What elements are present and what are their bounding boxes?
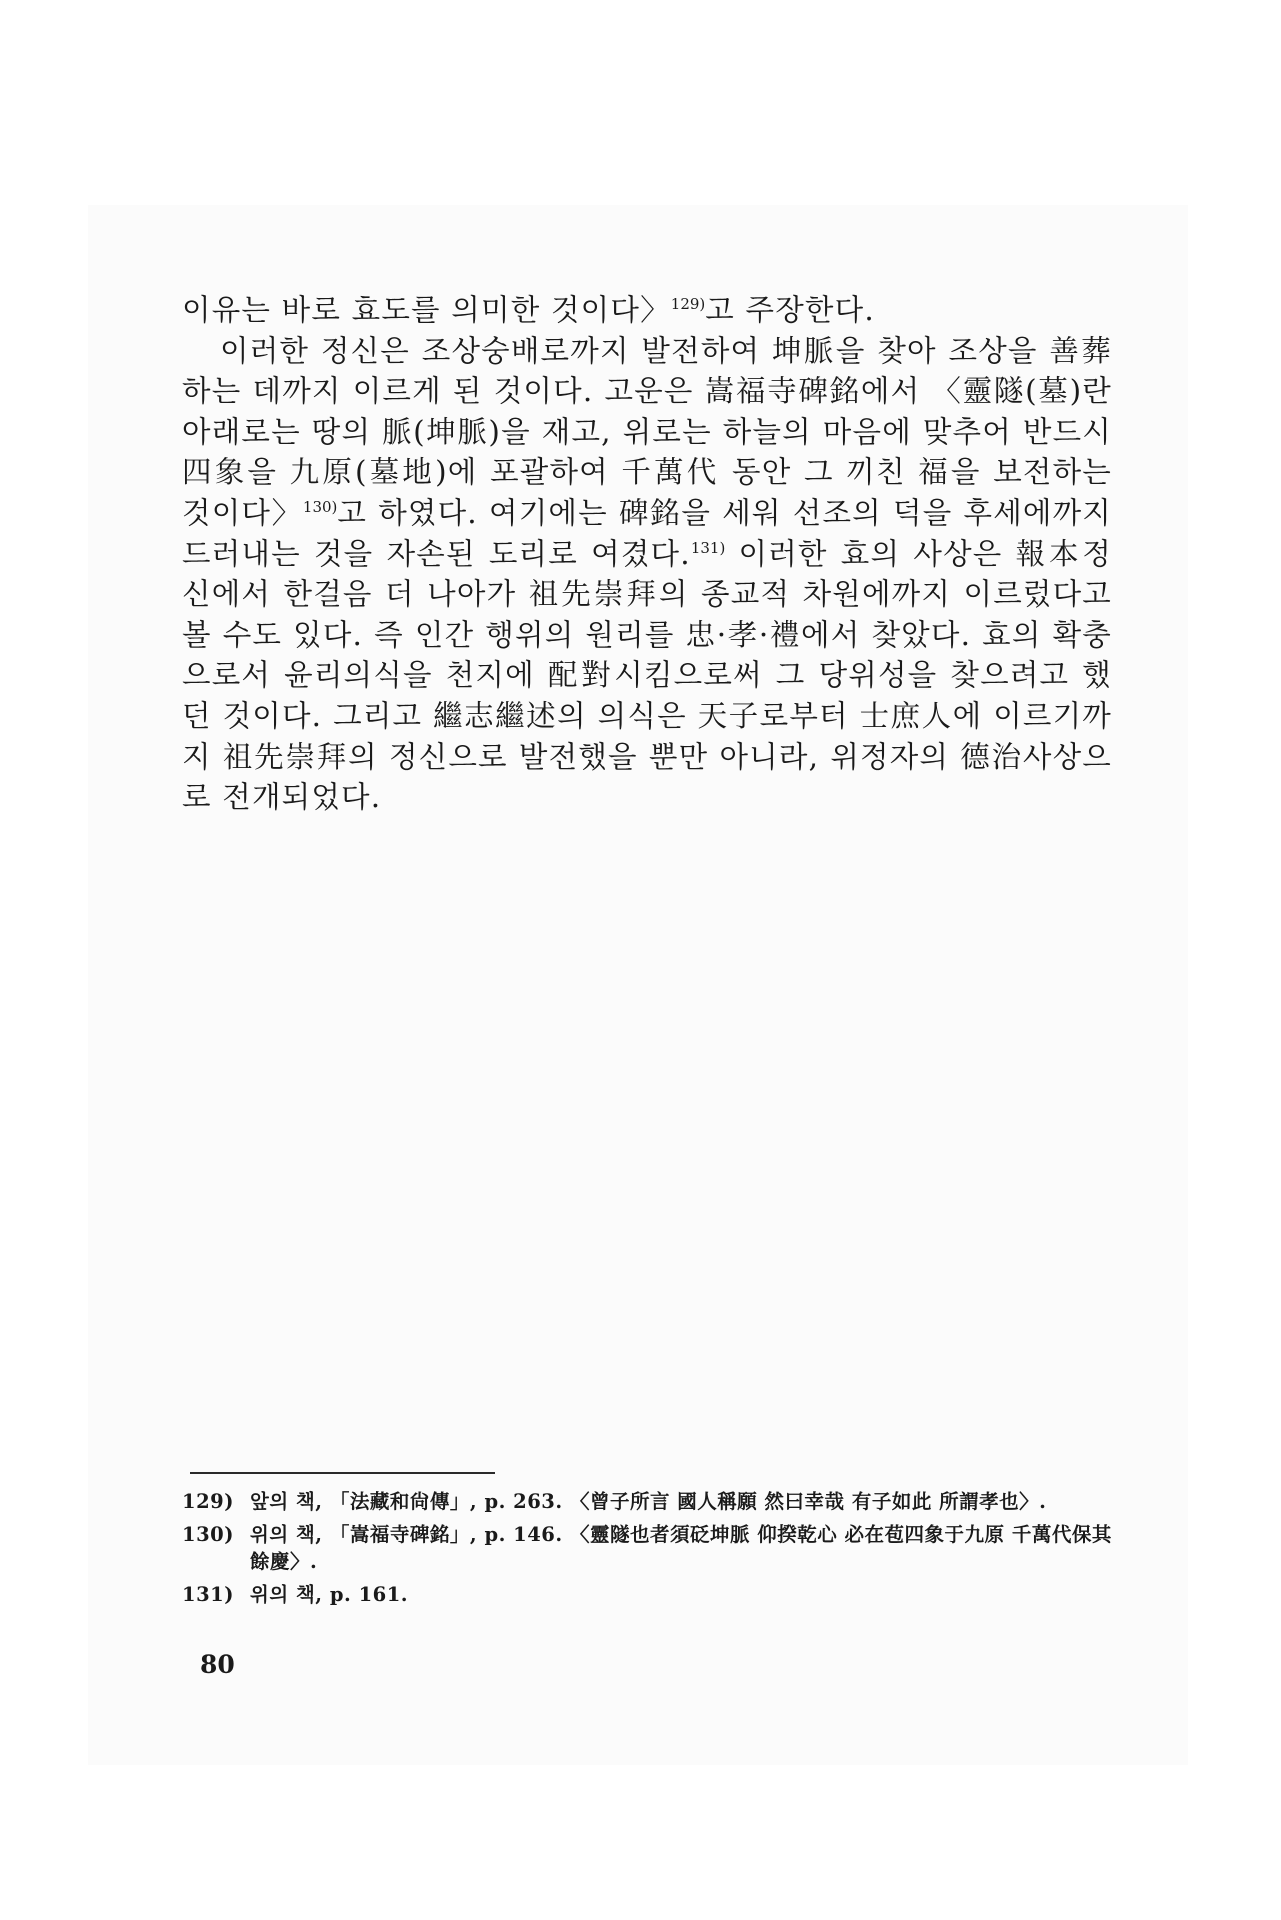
footnote-number: 129): [182, 1490, 234, 1513]
footnote-129: [182, 1488, 1112, 1515]
footnote-number: 130): [182, 1523, 234, 1546]
paragraph-2-text-b: 고 하였다. 여기에는 碑銘을 세워 선조의 덕을 후세에까지 드러내는 것을 자손된 도리로 여겼다.: [182, 495, 1113, 571]
body-text: [182, 290, 1112, 818]
paragraph-1: [182, 290, 1112, 331]
footnote-ref-131: 131): [690, 538, 726, 557]
footnote-divider: [190, 1472, 495, 1474]
footnote-130: [182, 1521, 1112, 1575]
footnote-ref-130: 130): [302, 498, 338, 517]
footnote-text: 위의 책, p. 161.: [250, 1583, 409, 1606]
footnote-ref-129: 129): [670, 295, 706, 314]
paragraph-1-text-b: 고 주장한다.: [705, 293, 875, 327]
footnote-131: [182, 1581, 1112, 1608]
footnotes: [182, 1488, 1112, 1614]
paragraph-2: [182, 331, 1112, 818]
footnote-text: 위의 책, 「嵩福寺碑銘」, p. 146. 〈靈隧也者須砭坤脈 仰揆乾心 必在苞四象于九原 千萬代保其餘慶〉.: [250, 1523, 1112, 1573]
footnote-text: 앞의 책, 「法藏和尙傳」, p. 263. 〈曾子所言 國人稱願 然曰幸哉 有子如此 所謂孝也〉.: [250, 1490, 1047, 1513]
page-number: 80: [200, 1650, 235, 1679]
paragraph-2-text-c: 이러한 효의 사상은 報本정신에서 한걸음 더 나아가 祖先崇拜의 종교적 차원에까지 이르렀다고 볼 수도 있다. 즉 인간 행위의 원리를 忠·孝·禮에서 찾았다. 효의 확충으로서 윤리의식을 천지에 配對시킴으로써 그 당위성을 찾으려고 했던 것이다. 그리고 繼志繼述의 의식은 天子로부터 士庶人에 이르기까지 祖先崇拜의 정신으로 발전했을 뿐만 아니라, 위정자의 德治사상으로 전개되었다.: [182, 536, 1113, 815]
paragraph-1-text-a: 이유는 바로 효도를 의미한 것이다〉: [182, 293, 671, 327]
paragraph-2-text-a: 이러한 정신은 조상숭배로까지 발전하여 坤脈을 찾아 조상을 善葬하는 데까지 이르게 된 것이다. 고운은 嵩福寺碑銘에서 〈靈隧(墓)란 아래로는 땅의 脈(坤脈)을 재고, 위로는 하늘의 마음에 맞추어 반드시 四象을 九原(墓地)에 포괄하여 千萬代 동안 그 끼친 福을 보전하는 것이다〉: [182, 333, 1112, 530]
footnote-number: 131): [182, 1583, 234, 1606]
